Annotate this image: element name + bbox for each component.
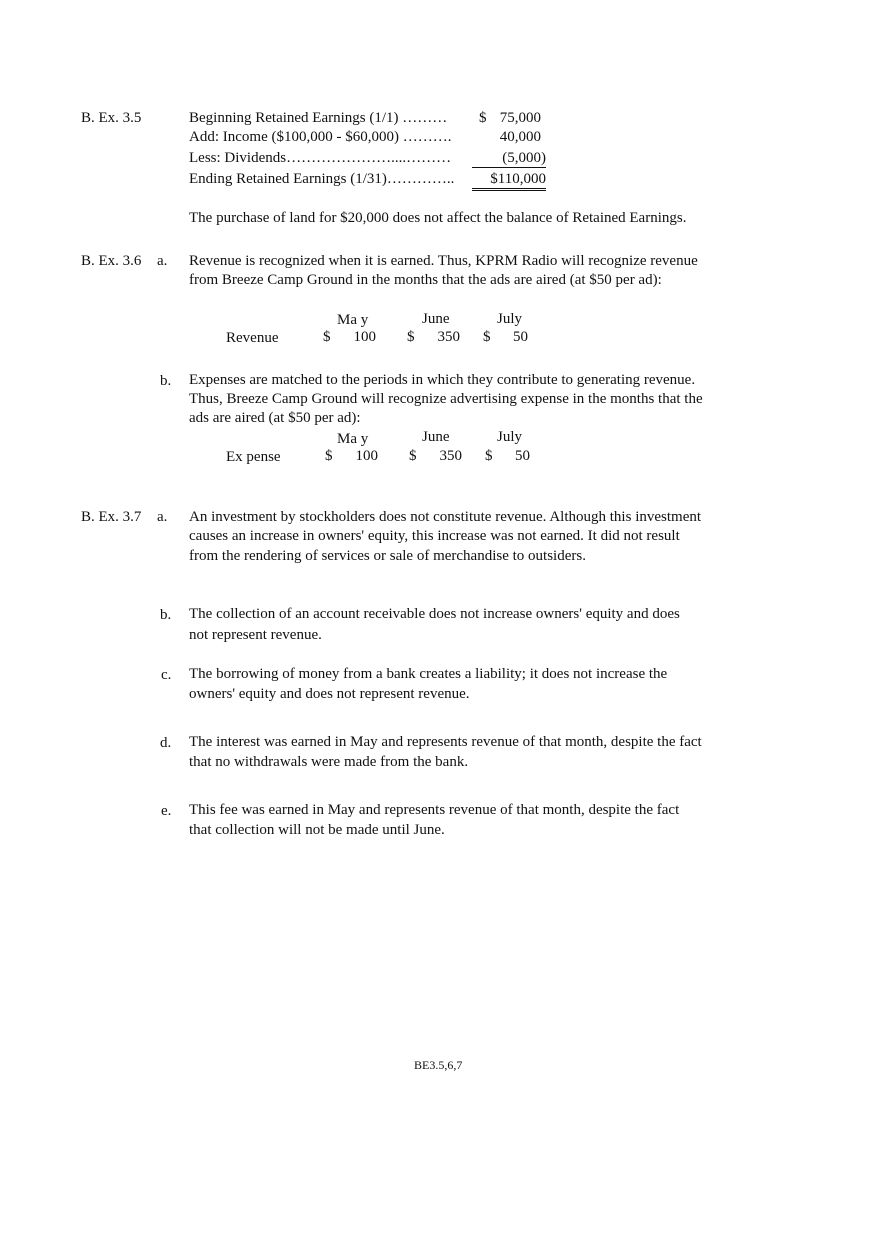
revenue-july: 50 [513,329,528,345]
col-header-may: Ma y [337,312,369,328]
dollar-sign: $ [483,329,491,345]
expense-may: 100 [355,448,378,464]
paragraph-line: that no withdrawals were made from the bank. [189,754,469,770]
paragraph-line: The collection of an account receivable does not increase owners' equity and does [189,606,680,622]
item-letter-b: b. [160,607,172,623]
statement-row-ending: Ending Retained Earnings (1/31)………….. [189,171,455,187]
section-label-be36: B. Ex. 3.6 [81,253,142,269]
dollar-sign: $ [479,110,487,126]
paragraph-line: This fee was earned in May and represents revenue of that month, despite the fact [189,802,680,818]
paragraph-line: The borrowing of money from a bank creates a liability; it does not increase the [189,666,668,682]
paragraph-line: The interest was earned in May and represents revenue of that month, despite the fact [189,734,702,750]
paragraph-line: from Breeze Camp Ground in the months that the ads are aired (at $50 per ad): [189,272,662,288]
amount-ending: $110,000 [472,170,546,191]
dollar-sign: $ [325,448,333,464]
be35-note: The purchase of land for $20,000 does not affect the balance of Retained Earnings. [189,210,687,226]
section-label-be37: B. Ex. 3.7 [81,509,142,525]
paragraph-line: owners' equity and does not represent revenue. [189,686,470,702]
col-header-june: June [422,311,450,327]
statement-row-income: Add: Income ($100,000 - $60,000) ………. [189,129,452,145]
col-header-july: July [497,429,523,445]
dollar-sign: $ [409,448,417,464]
item-letter-c: c. [161,667,172,683]
paragraph-line: not represent revenue. [189,627,322,643]
dollar-sign: $ [485,448,493,464]
amount-dividends: (5,000) [472,149,546,168]
revenue-may: 100 [353,329,376,345]
expense-june: 350 [439,448,462,464]
col-header-june: June [422,429,450,445]
dollar-sign: $ [407,329,415,345]
item-letter-e: e. [161,803,172,819]
revenue-june: 350 [437,329,460,345]
paragraph-line: Expenses are matched to the periods in which they contribute to generating revenue. [189,372,696,388]
statement-row-beginning: Beginning Retained Earnings (1/1) ……… [189,110,448,126]
statement-row-dividends: Less: Dividends…………………....……… [189,150,452,166]
paragraph-line: that collection will not be made until June. [189,822,445,838]
row-label-revenue: Revenue [226,330,279,346]
col-header-july: July [497,311,523,327]
expense-july: 50 [515,448,530,464]
page-footer: BE3.5,6,7 [414,1058,463,1072]
paragraph-line: causes an increase in owners' equity, this increase was not earned. It did not result [189,528,680,544]
item-letter-d: d. [160,735,172,751]
item-letter-b: b. [160,373,172,389]
amount-beginning: 75,000 [499,110,541,126]
paragraph-line: Thus, Breeze Camp Ground will recognize advertising expense in the months that the [189,391,703,407]
paragraph-line: An investment by stockholders does not constitute revenue. Although this investment [189,509,702,525]
row-label-expense: Ex pense [226,449,281,465]
item-letter-a: a. [157,253,168,269]
dollar-sign: $ [323,329,331,345]
paragraph-line: ads are aired (at $50 per ad): [189,410,361,426]
col-header-may: Ma y [337,431,369,447]
item-letter-a: a. [157,509,168,525]
section-label-be35: B. Ex. 3.5 [81,110,142,126]
paragraph-line: from the rendering of services or sale of merchandise to outsiders. [189,548,586,564]
amount-income: 40,000 [499,129,541,145]
paragraph-line: Revenue is recognized when it is earned. Thus, KPRM Radio will recognize revenue [189,253,698,269]
